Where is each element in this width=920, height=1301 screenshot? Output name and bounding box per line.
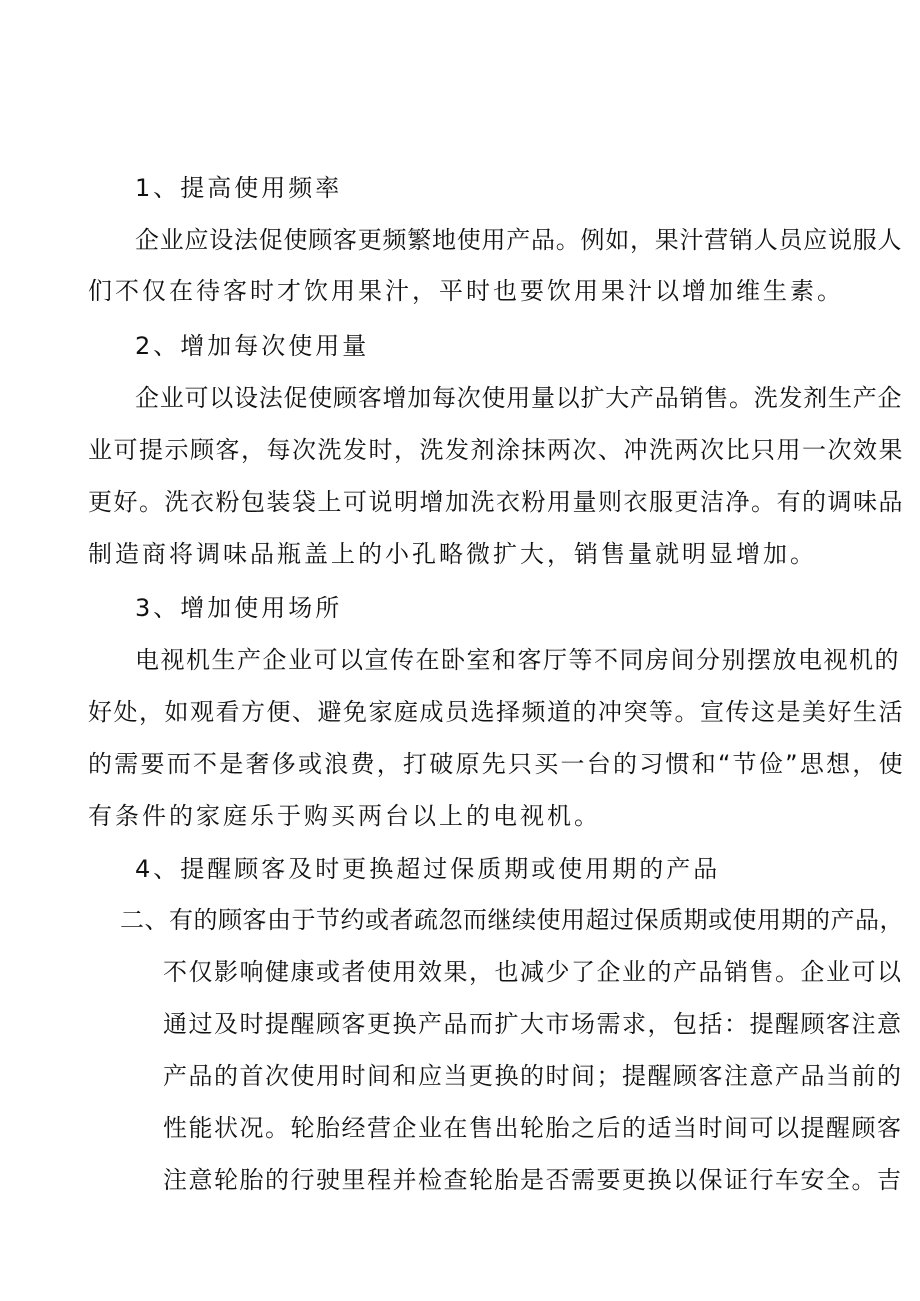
section-2-paragraph-line: 企业可以设法促使顾客增加每次使用量以扩大产品销售。洗发剂生产企 <box>135 384 903 412</box>
section-2-heading: 2、增加每次使用量 <box>135 332 370 360</box>
section-1-heading: 1、提高使用频率 <box>135 174 343 202</box>
section-3-paragraph-line: 有条件的家庭乐于购买两台以上的电视机。 <box>88 802 601 830</box>
section-er-paragraph-line: 注意轮胎的行驶里程并检查轮胎是否需要更换以保证行车安全。吉 <box>163 1166 903 1194</box>
section-3-paragraph-line: 电视机生产企业可以宣传在卧室和客厅等不同房间分别摆放电视机的 <box>135 646 900 674</box>
section-3-paragraph-line: 的需要而不是奢侈或浪费，打破原先只买一台的习惯和“节俭”思想，使 <box>88 750 905 778</box>
section-er-paragraph-line: 不仅影响健康或者使用效果，也减少了企业的产品销售。企业可以 <box>163 958 903 986</box>
section-2-paragraph-line: 业可提示顾客，每次洗发时，洗发剂涂抹两次、冲洗两次比只用一次效果 <box>88 436 904 464</box>
section-4-heading: 4、提醒顾客及时更换超过保质期或使用期的产品 <box>135 855 721 883</box>
section-3-paragraph-line: 好处，如观看方便、避免家庭成员选择频道的冲突等。宣传这是美好生活 <box>88 698 904 726</box>
section-1-paragraph-line: 们不仅在待客时才饮用果汁，平时也要饮用果汁以增加维生素。 <box>88 277 844 305</box>
section-er-paragraph-line: 产品的首次使用时间和应当更换的时间；提醒顾客注意产品当前的 <box>163 1062 903 1090</box>
section-2-paragraph-line: 制造商将调味品瓶盖上的小孔略微扩大，销售量就明显增加。 <box>88 540 817 568</box>
section-er-paragraph-line: 通过及时提醒顾客更换产品而扩大市场需求，包括：提醒顾客注意 <box>163 1010 903 1038</box>
section-1-paragraph-line: 企业应设法促使顾客更频繁地使用产品。例如，果汁营销人员应说服人 <box>135 226 903 254</box>
section-er-first-line: 二、有的顾客由于节约或者疏忽而继续使用超过保质期或使用期的产品， <box>120 906 904 934</box>
section-er-paragraph-line: 性能状况。轮胎经营企业在售出轮胎之后的适当时间可以提醒顾客 <box>163 1114 903 1142</box>
section-3-heading: 3、增加使用场所 <box>135 594 343 622</box>
section-2-paragraph-line: 更好。洗衣粉包装袋上可说明增加洗衣粉用量则衣服更洁净。有的调味品 <box>88 488 904 516</box>
